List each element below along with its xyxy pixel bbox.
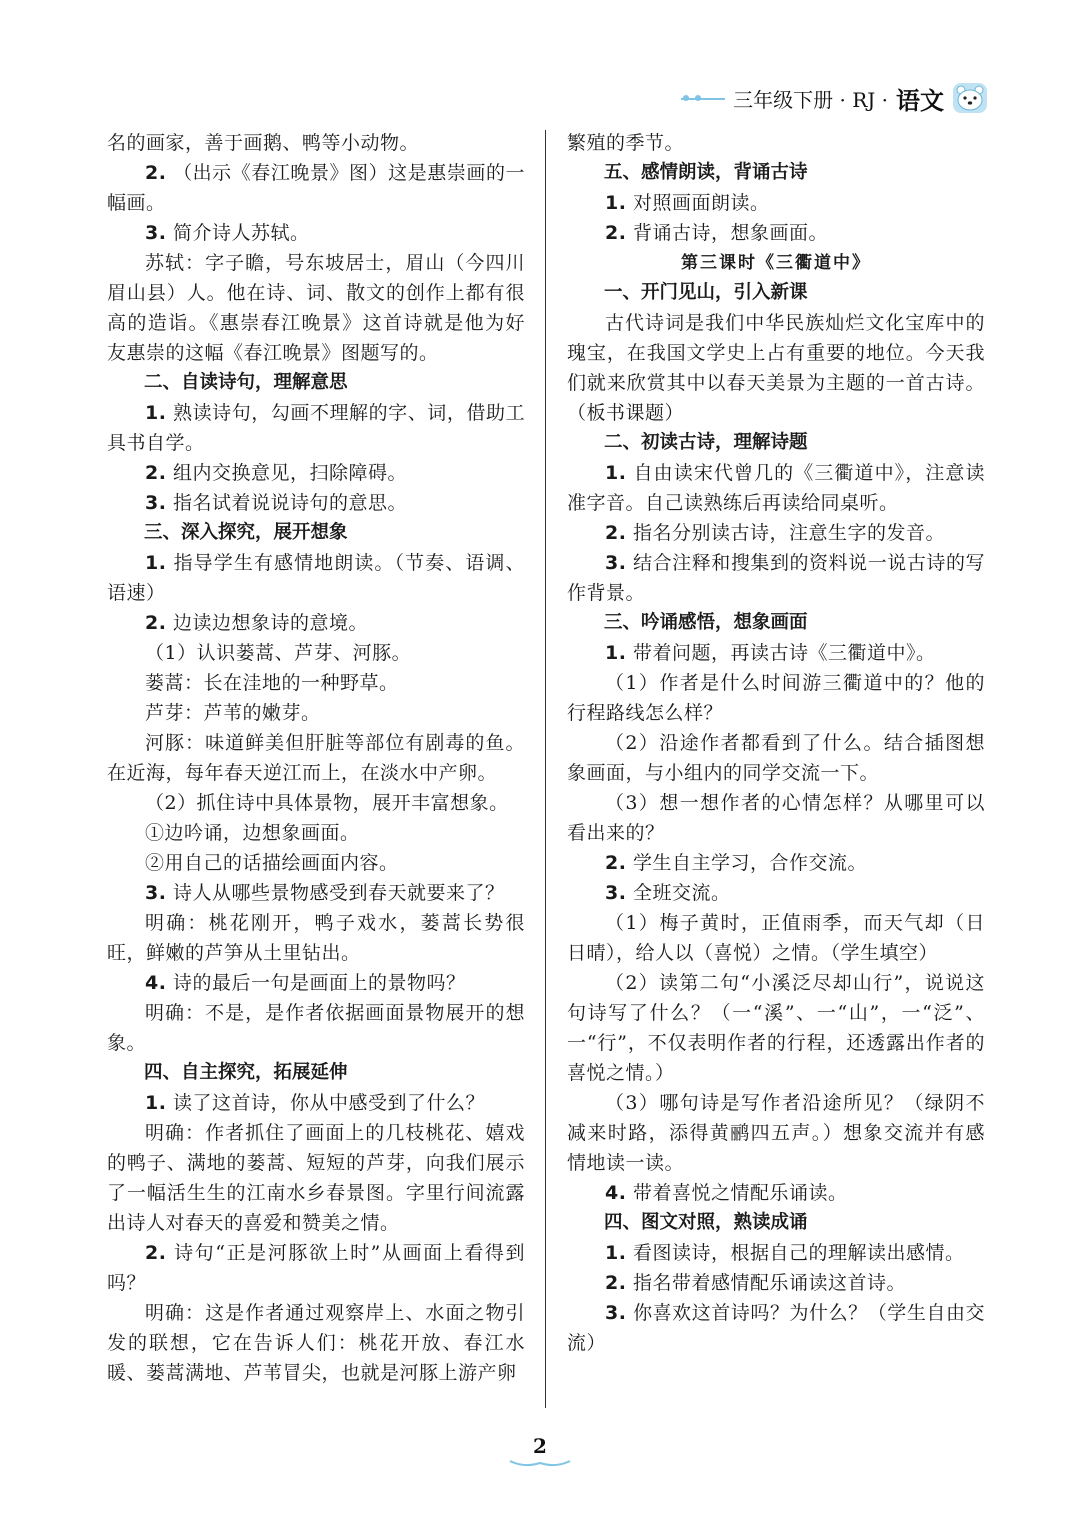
paragraph: 蒌蒿：长在洼地的一种野草。	[145, 672, 399, 694]
paragraph: （3）想一想作者的心情怎样？从哪里可以看出来的？	[567, 792, 985, 844]
item-number: 4.	[605, 1182, 627, 1204]
numbered-item	[107, 968, 525, 998]
page-header	[683, 78, 988, 118]
item-text: 诗句“正是河豚欲上时”从画面上看得到吗？	[107, 1242, 525, 1294]
item-number: 3.	[145, 492, 167, 514]
paragraph: 明确：不是，是作者依据画面景物展开的想象。	[107, 1002, 525, 1054]
numbered-item	[567, 548, 985, 608]
numbered-item	[107, 1088, 525, 1118]
column-divider	[545, 130, 546, 1408]
item-text: 组内交换意见，扫除障碍。	[173, 462, 408, 484]
item-text: 读了这首诗，你从中感受到了什么？	[173, 1092, 486, 1114]
numbered-item	[567, 1268, 985, 1298]
item-number: 1.	[145, 402, 167, 424]
paragraph: 繁殖的季节。	[567, 132, 685, 154]
item-text: 学生自主学习，合作交流。	[633, 852, 868, 874]
section-heading: 二、自读诗句，理解意思	[144, 372, 348, 393]
paragraph: （2）读第二句“小溪泛尽却山行”，说说这句诗写了什么？（一“溪”、一“山”，一“泛”、一“行”，不仅表明作者的行程，还透露出作者的喜悦之情。）	[567, 972, 985, 1084]
numbered-item	[107, 218, 525, 248]
item-number: 2.	[605, 852, 627, 874]
item-number: 1.	[145, 552, 167, 574]
item-number: 3.	[605, 1302, 627, 1324]
page-number: 2	[533, 1434, 547, 1458]
item-text: 熟读诗句，勾画不理解的字、词，借助工具书自学。	[107, 402, 525, 454]
item-text: 边读边想象诗的意境。	[173, 612, 369, 634]
numbered-item	[567, 518, 985, 548]
subject-label: 语文	[896, 86, 944, 115]
numbered-item	[107, 608, 525, 638]
paragraph: 明确：这是作者通过观察岸上、水面之物引发的联想，它在告诉人们：桃花开放、春江水暖、蒌蒿满地、芦苇冒尖，也就是河豚上游产卵	[107, 1302, 525, 1384]
item-number: 2.	[145, 162, 167, 184]
right-column	[567, 128, 985, 1358]
section-heading: 三、吟诵感悟，想象画面	[604, 612, 808, 633]
section-heading: 二、初读古诗，理解诗题	[604, 432, 808, 453]
numbered-item	[567, 1298, 985, 1358]
lesson-title: 第三课时《三衢道中》	[681, 253, 871, 273]
item-number: 2.	[605, 222, 627, 244]
paragraph: 名的画家，善于画鹅、鸭等小动物。	[107, 132, 420, 154]
paragraph: （2）沿途作者都看到了什么。结合插图想象画面，与小组内的同学交流一下。	[567, 732, 985, 784]
header-dot	[683, 95, 689, 101]
grade-label: 三年级下册 · RJ ·	[733, 87, 888, 112]
header-dot	[695, 95, 701, 101]
section-heading: 四、自主探究，拓展延伸	[144, 1062, 348, 1083]
item-number: 2.	[145, 462, 167, 484]
numbered-item	[567, 848, 985, 878]
item-text: 诗人从哪些景物感受到春天就要来了？	[173, 882, 505, 904]
section-heading: 一、开门见山，引入新课	[604, 282, 808, 303]
paragraph: 河豚：味道鲜美但肝脏等部位有剧毒的鱼。在近海，每年春天逆江而上，在淡水中产卵。	[107, 732, 525, 784]
section-heading: 五、感情朗读，背诵古诗	[604, 162, 808, 183]
item-text: 带着喜悦之情配乐诵读。	[633, 1182, 848, 1204]
item-number: 2.	[145, 612, 167, 634]
item-text: 自由读宋代曾几的《三衢道中》，注意读准字音。自己读熟练后再读给同桌听。	[567, 462, 985, 514]
numbered-item	[107, 878, 525, 908]
item-number: 3.	[605, 552, 627, 574]
item-number: 3.	[145, 222, 167, 244]
section-heading: 三、深入探究，展开想象	[144, 522, 348, 543]
item-number: 2.	[605, 1272, 627, 1294]
numbered-item	[567, 638, 985, 668]
paragraph: ②用自己的话描绘画面内容。	[145, 852, 399, 874]
numbered-item	[567, 218, 985, 248]
item-text: 对照画面朗读。	[633, 192, 770, 214]
paragraph: 明确：桃花刚开，鸭子戏水，蒌蒿长势很旺，鲜嫩的芦笋从土里钻出。	[107, 912, 525, 964]
item-number: 4.	[145, 972, 167, 994]
item-text: 指导学生有感情地朗读。（节奏、语调、语速）	[107, 552, 525, 604]
numbered-item	[107, 458, 525, 488]
section-heading: 四、图文对照，熟读成诵	[604, 1212, 808, 1233]
item-number: 1.	[605, 462, 627, 484]
paragraph: 芦芽：芦苇的嫩芽。	[145, 702, 321, 724]
paragraph: 明确：作者抓住了画面上的几枝桃花、嬉戏的鸭子、满地的蒌蒿、短短的芦芽，向我们展示了一幅活生生的江南水乡春景图。字里行间流露出诗人对春天的喜爱和赞美之情。	[107, 1122, 525, 1234]
item-number: 1.	[605, 642, 627, 664]
paragraph: （1）梅子黄时，正值雨季，而天气却（日日晴），给人以（喜悦）之情。（学生填空）	[567, 912, 985, 964]
paragraph: （1）作者是什么时间游三衢道中的？他的行程路线怎么样？	[567, 672, 985, 724]
item-text: 看图读诗，根据自己的理解读出感情。	[633, 1242, 965, 1264]
paragraph: （1）认识蒌蒿、芦芽、河豚。	[145, 642, 412, 664]
numbered-item	[107, 1238, 525, 1298]
numbered-item	[107, 398, 525, 458]
paragraph: 古代诗词是我们中华民族灿烂文化宝库中的瑰宝，在我国文学史上占有重要的地位。今天我们就来欣赏其中以春天美景为主题的一首古诗。（板书课题）	[567, 312, 985, 424]
numbered-item	[107, 488, 525, 518]
item-text: 简介诗人苏轼。	[173, 222, 310, 244]
item-number: 2.	[145, 1242, 167, 1264]
numbered-item	[567, 1178, 985, 1208]
numbered-item	[567, 458, 985, 518]
item-number: 1.	[145, 1092, 167, 1114]
item-text: 指名分别读古诗，注意生字的发音。	[633, 522, 946, 544]
item-text: 诗的最后一句是画面上的景物吗？	[173, 972, 466, 994]
item-number: 3.	[145, 882, 167, 904]
footer-wave-ornament	[508, 1458, 572, 1468]
numbered-item	[567, 188, 985, 218]
paragraph: （2）抓住诗中具体景物，展开丰富想象。	[145, 792, 509, 814]
paragraph: （3）哪句诗是写作者沿途所见？（绿阴不减来时路，添得黄鹂四五声。）想象交流并有感情地读一读。	[567, 1092, 985, 1174]
item-text: 结合注释和搜集到的资料说一说古诗的写作背景。	[567, 552, 985, 604]
polar-bear-icon	[952, 80, 988, 116]
item-number: 2.	[605, 522, 627, 544]
item-text: 带着问题，再读古诗《三衢道中》。	[633, 642, 936, 664]
numbered-item	[107, 158, 525, 218]
item-text: 全班交流。	[633, 882, 731, 904]
item-text: 背诵古诗，想象画面。	[633, 222, 829, 244]
item-number: 1.	[605, 192, 627, 214]
item-text: （出示《春江晚景》图）这是惠崇画的一幅画。	[107, 162, 525, 214]
item-text: 指名试着说说诗句的意思。	[173, 492, 408, 514]
left-column	[107, 128, 525, 1388]
paragraph: ①边吟诵，边想象画面。	[145, 822, 360, 844]
item-number: 3.	[605, 882, 627, 904]
numbered-item	[567, 1238, 985, 1268]
item-number: 1.	[605, 1242, 627, 1264]
item-text: 指名带着感情配乐诵读这首诗。	[633, 1272, 907, 1294]
numbered-item	[567, 878, 985, 908]
item-text: 你喜欢这首诗吗？为什么？（学生自由交流）	[567, 1302, 985, 1354]
numbered-item	[107, 548, 525, 608]
paragraph: 苏轼：字子瞻，号东坡居士，眉山（今四川眉山县）人。他在诗、词、散文的创作上都有很高的造诣。《惠崇春江晚景》这首诗就是他为好友惠崇的这幅《春江晚景》图题写的。	[107, 252, 525, 364]
